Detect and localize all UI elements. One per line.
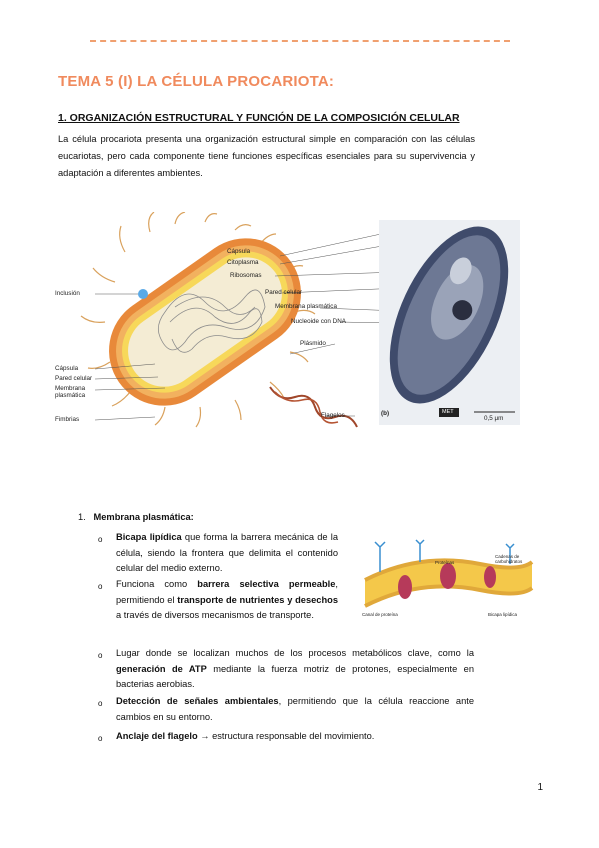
section-title: 1. ORGANIZACIÓN ESTRUCTURAL Y FUNCIÓN DE LA COMPOSICIÓN CELULAR bbox=[58, 112, 460, 124]
label-flagelos: Flagelos bbox=[321, 412, 345, 419]
membrane-figure bbox=[360, 532, 537, 624]
list-item-2: Funciona como barrera selectiva permeable, permitiendo el transporte de nutrientes y desechos a través de diversos mecanismos de transporte. bbox=[116, 579, 338, 620]
bullet: o bbox=[98, 699, 103, 708]
list-number: 1. bbox=[78, 512, 86, 522]
list-item-5: Anclaje del flagelo → estructura responsable del movimiento. bbox=[116, 731, 375, 741]
page-title: TEMA 5 (I) LA CÉLULA PROCARIOTA: bbox=[58, 73, 335, 90]
label-ribosomas: Ribosomas bbox=[230, 272, 262, 279]
label-capsula: Cápsula bbox=[227, 248, 251, 255]
bullet: o bbox=[98, 535, 103, 544]
met-micrograph bbox=[379, 220, 520, 425]
list-item-3: Lugar donde se localizan muchos de los procesos metabólicos clave, como la generación de ATP mediante la fuerza motriz de protones, especialmente en bacterias aerobias. bbox=[116, 648, 474, 689]
list-item-4: Detección de señales ambientales, permitiendo que la célula reaccione ante cambios en su entorno. bbox=[116, 696, 474, 722]
met-label: MET bbox=[442, 409, 454, 415]
bullet: o bbox=[98, 651, 103, 660]
label-fimbrias: Fimbrias bbox=[55, 416, 80, 423]
label-membrana-left: Membrana plasmática bbox=[55, 385, 86, 399]
membrane-label-canal: Canal de proteína bbox=[362, 612, 398, 617]
label-pared-left: Pared celular bbox=[55, 375, 93, 382]
header-dashed-line bbox=[90, 40, 510, 42]
label-inclusion: Inclusión bbox=[55, 290, 80, 297]
label-pared-celular: Pared celular bbox=[265, 289, 303, 296]
panel-label-b: (b) bbox=[381, 410, 390, 417]
membrane-label-bicapa: Bicapa lipídica bbox=[488, 612, 518, 617]
scale-label: 0,5 μm bbox=[484, 415, 504, 422]
label-citoplasma: Citoplasma bbox=[227, 259, 259, 266]
list-item-1: Bicapa lipídica que forma la barrera mecánica de la célula, siendo la frontera que delimita el contenido celular del medio externo. bbox=[116, 532, 338, 573]
intro-paragraph: La célula procariota presenta una organización estructural simple en comparación con las células eucariotas, pero cada componente tiene funciones específicas esenciales para su supervivencia y adaptación a diferentes ambientes. bbox=[58, 134, 475, 178]
bullet: o bbox=[98, 582, 103, 591]
membrane-label-carbohidratos: Cadenas de carbohidratos bbox=[495, 554, 523, 564]
list-heading: 1. Membrana plasmática: bbox=[78, 512, 194, 522]
bullet: o bbox=[98, 734, 103, 743]
membrane-label-proteinas: Proteínas bbox=[435, 560, 455, 565]
label-plasmido: Plásmido bbox=[300, 340, 326, 347]
page-number: 1 bbox=[537, 782, 543, 793]
label-nucleoide: Nucleoide con DNA bbox=[291, 318, 346, 325]
label-capsula-left: Cápsula bbox=[55, 365, 79, 372]
list-heading-text: Membrana plasmática bbox=[93, 512, 191, 522]
label-membrana: Membrana plasmática bbox=[275, 303, 337, 310]
